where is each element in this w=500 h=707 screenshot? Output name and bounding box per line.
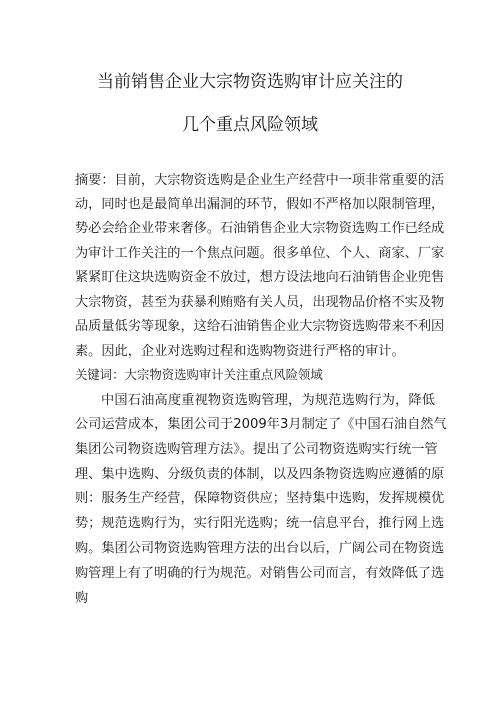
body-line: 集团公司物资选购管理方法》。提出了公司物资选购实行统一管 [75, 442, 438, 457]
abstract-line: 摘要：目前，大宗物资选购是企业生产经营中一项非常重要的活 [75, 173, 445, 188]
body-line: 理、集中选购、分级负责的体制，以及四条物资选购应遵循的原 [75, 467, 445, 482]
body-line: 购管理上有了明确的行为规范。对销售公司而言，有效降低了选 [75, 566, 445, 581]
document-title-line-1: 当前销售企业大宗物资选购审计应关注的 [97, 72, 403, 92]
body-line: 购 [75, 591, 89, 606]
abstract-line: 素。因此，企业对选购过程和选购物资进行严格的审计。 [75, 344, 405, 359]
abstract-line: 品质量低劣等现象，这给石油销售企业大宗物资选购带来不利因 [75, 319, 445, 334]
keywords-line: 关键词：大宗物资选购审计关注重点风险领域 [75, 367, 323, 382]
body-line: 则：服务生产经营，保障物资供应；坚持集中选购，发挥规模优 [75, 491, 445, 506]
abstract-line: 势必会给企业带来奢侈。石油销售企业大宗物资选购工作已经成 [75, 221, 445, 236]
body-line: 势；规范选购行为，实行阳光选购；统一信息平台，推行网上选 [75, 516, 445, 531]
body-line: 公司运营成本，集团公司于2009年3月制定了《中国石油自然气 [75, 417, 447, 432]
body-line: 购。集团公司物资选购管理方法的出台以后，广阔公司在物资选 [75, 541, 445, 556]
document-title-line-2: 几个重点风险领域 [182, 115, 318, 135]
abstract-line: 紧紧盯住这块选购资金不放过，想方设法地向石油销售企业兜售 [75, 270, 445, 285]
body-line: 中国石油高度重视物资选购管理，为规范选购行为，降低 [101, 393, 435, 408]
abstract-line: 动，同时也是最简单出漏洞的环节，假如不严格加以限制管理， [75, 197, 445, 212]
abstract-line: 为审计工作关注的一个焦点问题。很多单位、个人、商家、厂家 [75, 246, 445, 261]
abstract-line: 大宗物资，甚至为获暴利贿赂有关人员，出现物品价格不实及物 [75, 295, 445, 310]
